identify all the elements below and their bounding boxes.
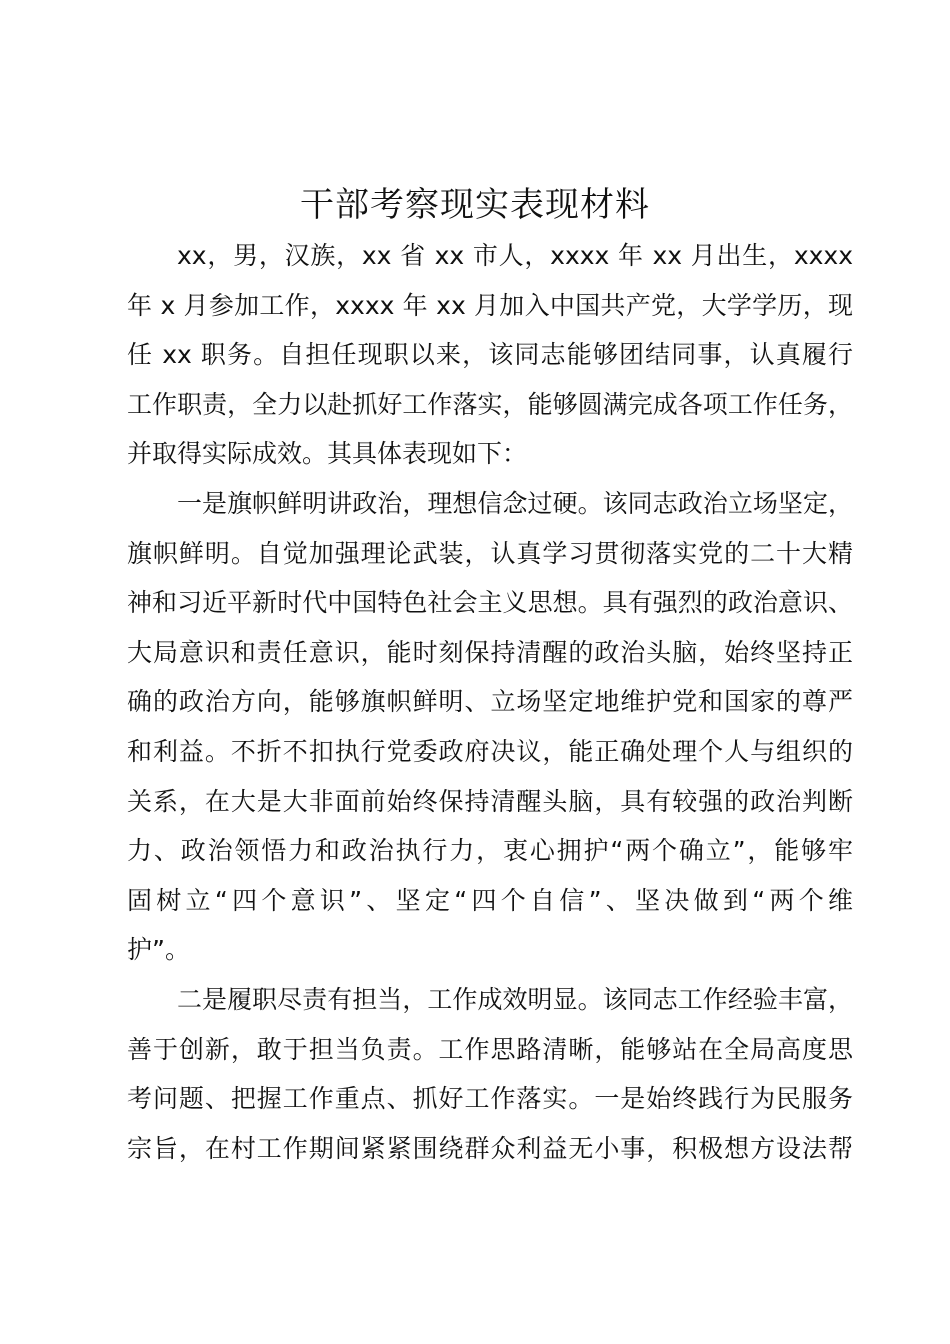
paragraph-line: 神和习近平新时代中国特色社会主义思想。具有强烈的政治意识、: [127, 588, 853, 618]
paragraph-line: 二是履职尽责有担当，工作成效明显。该同志工作经验丰富，: [177, 984, 853, 1014]
paragraph-line: 护”。: [127, 935, 190, 965]
paragraph-political: [127, 479, 853, 975]
paragraph-line: 并取得实际成效。其具体表现如下：: [127, 439, 528, 469]
paragraph-line: 关系，在大是大非面前始终保持清醒头脑，具有较强的政治判断: [127, 786, 853, 816]
paragraph-line: 任 xx 职务。自担任现职以来，该同志能够团结同事，认真履行: [127, 340, 853, 370]
paragraph-line: 工作职责，全力以赴抓好工作落实，能够圆满完成各项工作任务，: [127, 389, 853, 419]
paragraph-line: 确的政治方向，能够旗帜鲜明、立场坚定地维护党和国家的尊严: [127, 687, 853, 717]
document-title: 干部考察现实表现材料: [300, 185, 650, 225]
document-body: [127, 231, 853, 1173]
paragraph-line: 善于创新，敢于担当负责。工作思路清晰，能够站在全局高度思: [127, 1034, 853, 1064]
paragraph-line: 固树立“四个意识”、坚定“四个自信”、坚决做到“两个维: [127, 885, 853, 915]
paragraph-intro: [127, 231, 853, 479]
paragraph-line: 和利益。不折不扣执行党委政府决议，能正确处理个人与组织的: [127, 736, 853, 766]
paragraph-line: 大局意识和责任意识，能时刻保持清醒的政治头脑，始终坚持正: [127, 637, 853, 667]
paragraph-line: xx，男，汉族，xx 省 xx 市人，xxxx 年 xx 月出生，xxxx: [177, 241, 853, 270]
paragraph-line: 力、政治领悟力和政治执行力，衷心拥护“两个确立”，能够牢: [127, 836, 853, 866]
paragraph-duty: [127, 975, 853, 1173]
paragraph-line: 旗帜鲜明。自觉加强理论武装，认真学习贯彻落实党的二十大精: [127, 538, 853, 568]
paragraph-line: 年 x 月参加工作，xxxx 年 xx 月加入中国共产党，大学学历，现: [127, 290, 853, 320]
paragraph-line: 一是旗帜鲜明讲政治，理想信念过硬。该同志政治立场坚定，: [177, 488, 853, 518]
paragraph-line: 宗旨，在村工作期间紧紧围绕群众利益无小事，积极想方设法帮: [127, 1133, 853, 1163]
paragraph-line: 考问题、把握工作重点、抓好工作落实。一是始终践行为民服务: [127, 1084, 853, 1114]
